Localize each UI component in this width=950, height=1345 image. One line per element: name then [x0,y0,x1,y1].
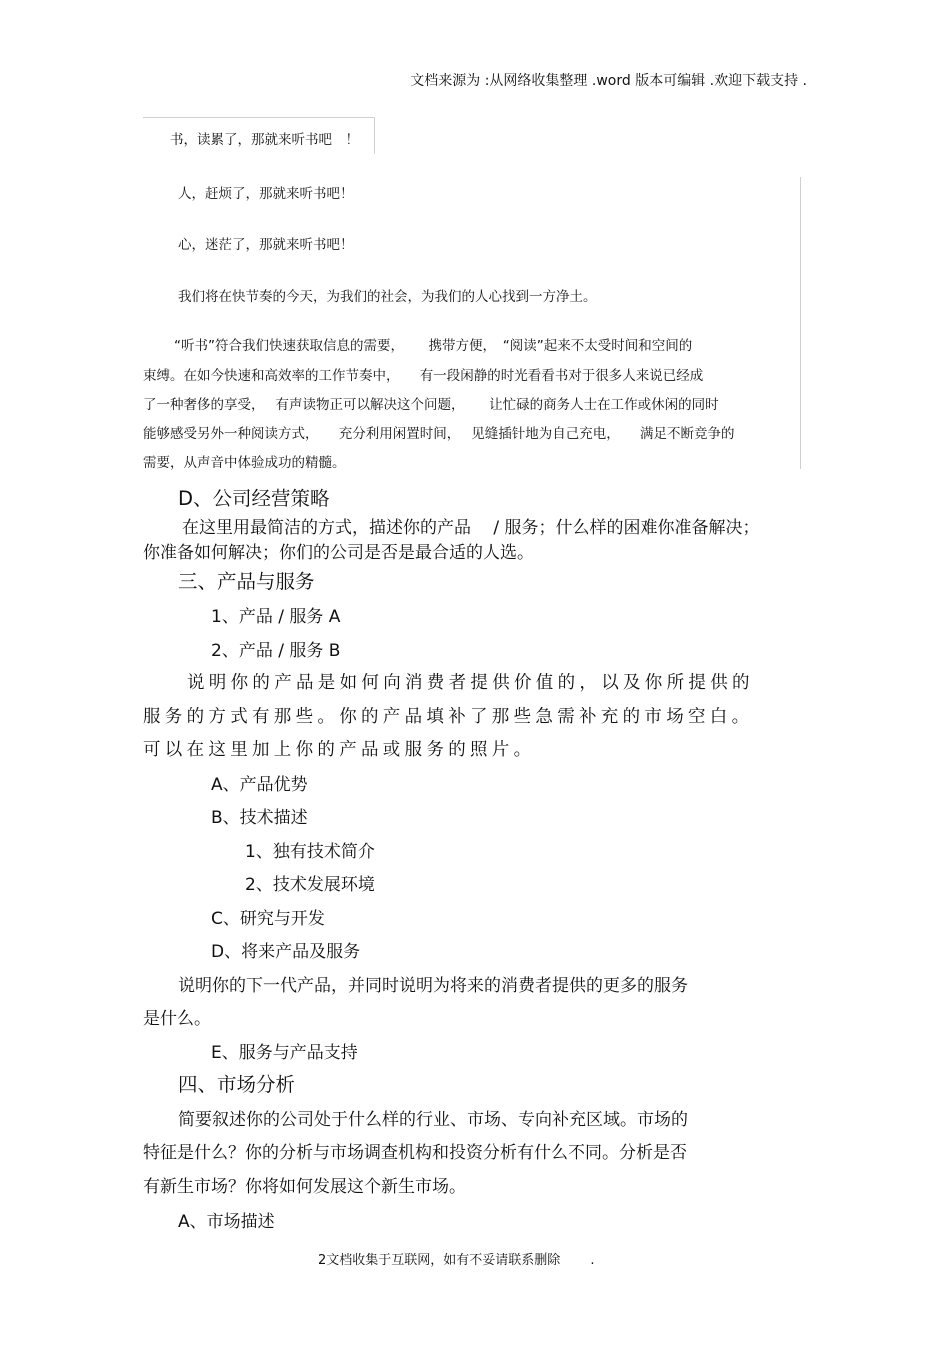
subsection-b1: 1、独有技术简介 [245,842,375,862]
section-4-desc: 有新生市场？你将如何发展这个新生市场。 [143,1177,466,1197]
subsection-a: A、产品优势 [211,775,308,795]
section-d-text: 你准备如何解决；你们的公司是否是最合适的人选。 [143,543,534,563]
quote-line: 书，读累了，那就来听书吧 ！ [170,132,359,148]
section-4-desc: 简要叙述你的公司处于什么样的行业、市场、专向补充区域。市场的 [178,1110,688,1130]
quote-paragraph-line: 了一种奢侈的享受， 有声读物正可以解决这个问题， 让忙碌的商务人士在工作或休闲的同时 [143,397,719,413]
subsection-d-desc: 说明你的下一代产品，并同时说明为将来的消费者提供的更多的服务 [178,976,688,996]
quote-line: 心，迷茫了，那就来听书吧！ [178,237,354,253]
subsection-b2: 2、技术发展环境 [245,875,375,895]
page-footer: 2文档收集于互联网，如有不妥请联系删除 . [318,1253,595,1268]
page-header: 文档来源为 :从网络收集整理 .word 版本可编辑 .欢迎下载支持 . [410,73,807,89]
section-3-desc: 说明你的产品是如何向消费者提供价值的，以及你所提供的 [187,673,754,693]
section-4-desc: 特征是什么？你的分析与市场调查机构和投资分析有什么不同。分析是否 [143,1143,687,1163]
subsection-d: D、将来产品及服务 [211,942,361,962]
quote-line: 我们将在快节奏的今天，为我们的社会，为我们的人心找到一方净土。 [178,289,597,305]
product-item: 1、产品 / 服务 A [211,607,341,627]
quote-paragraph-line: 能够感受另外一种阅读方式， 充分利用闲置时间， 见缝插针地为自己充电， 满足不断竞争的 [143,426,735,442]
section-3-title: 三、产品与服务 [178,570,315,593]
quote-box-border [800,177,801,469]
section-3-desc: 可以在这里加上你的产品或服务的照片。 [143,740,536,760]
section-d-title: D、公司经营策略 [178,487,330,510]
quote-paragraph-line: “听书”符合我们快速获取信息的需要， 携带方便， “阅读”起来不太受时间和空间的 [174,338,693,354]
subsection-c: C、研究与开发 [211,909,325,929]
quote-paragraph-line: 束缚。在如今快速和高效率的工作节奏中， 有一段闲静的时光看看书对于很多人来说已经成 [143,368,704,384]
product-item: 2、产品 / 服务 B [211,641,341,661]
subsection-d-desc: 是什么。 [143,1009,211,1029]
quote-paragraph-line: 需要，从声音中体验成功的精髓。 [143,455,346,471]
subsection-e: E、服务与产品支持 [211,1043,358,1063]
quote-line: 人，赶烦了，那就来听书吧！ [178,186,354,202]
section-4-title: 四、市场分析 [178,1073,296,1096]
subsection-b: B、技术描述 [211,808,308,828]
section-3-desc: 服务的方式有那些。你的产品填补了那些急需补充的市场空白。 [143,707,754,727]
section-d-text: 在这里用最简洁的方式，描述你的产品 / 服务；什么样的困难你准备解决； [182,518,760,538]
market-description-heading: A、市场描述 [178,1212,275,1232]
